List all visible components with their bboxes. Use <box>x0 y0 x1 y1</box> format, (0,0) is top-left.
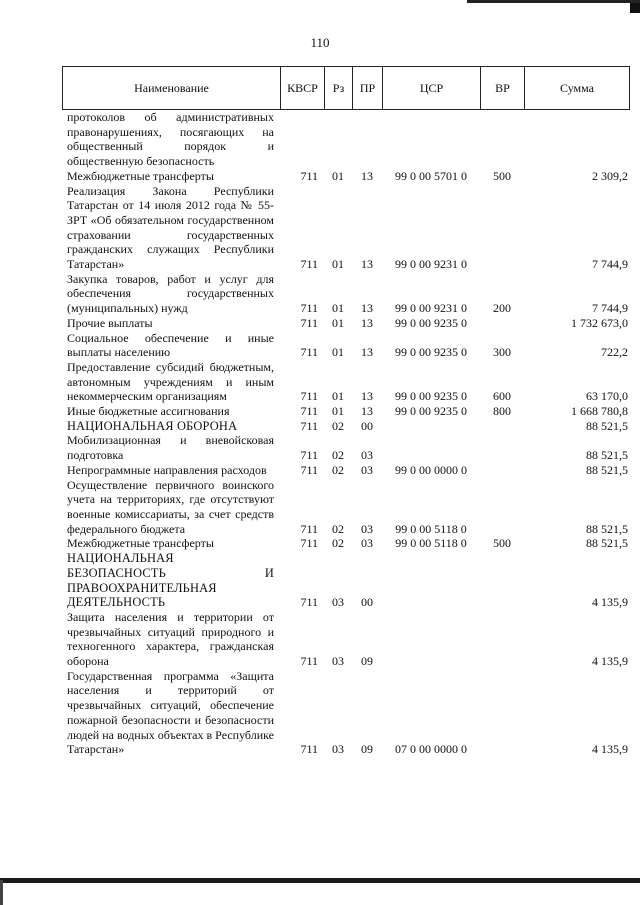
row-kvsr: 711 <box>300 345 318 360</box>
header-kvsr: КВСР <box>281 67 325 109</box>
header-rz: Рз <box>325 67 353 109</box>
budget-table <box>62 66 630 757</box>
row-pr: 00 <box>361 595 373 610</box>
row-csr: 99 0 00 9231 0 <box>395 301 467 316</box>
table-row <box>62 610 630 669</box>
table-row <box>62 551 630 610</box>
row-vr: 800 <box>493 404 511 419</box>
row-kvsr: 711 <box>300 168 318 183</box>
row-name: Межбюджетные трансферты <box>67 168 214 183</box>
row-sum: 2 309,2 <box>592 168 628 183</box>
row-csr: 99 0 00 5118 0 <box>395 536 467 551</box>
row-kvsr: 711 <box>300 389 318 404</box>
header-pr: ПР <box>353 67 383 109</box>
row-rz: 01 <box>332 257 344 272</box>
row-sum: 4 135,9 <box>592 742 628 757</box>
row-name: Государственная программа «Защита населения и территорий от чрезвычайных ситуаций, обеспечение пожарной безопасности и безопасности людей на водных объектах в Республике Татарстан» <box>67 668 274 757</box>
row-rz: 03 <box>332 595 344 610</box>
row-kvsr: 711 <box>300 521 318 536</box>
table-row <box>62 184 630 272</box>
row-vr: 500 <box>493 536 511 551</box>
row-name: Социальное обеспечение и иные выплаты населению <box>67 330 274 360</box>
row-sum: 88 521,5 <box>586 418 628 433</box>
table-row <box>62 478 630 537</box>
row-pr: 03 <box>361 521 373 536</box>
row-sum: 88 521,5 <box>586 448 628 463</box>
row-name: Осуществление первичного воинского учета на территориях, где отсутствуют военные комиссариаты, за счет средств федерального бюджета <box>67 477 274 536</box>
row-name: Реализация Закона Республики Татарстан от 14 июля 2012 года № 55-ЗРТ «Об обязательном государственном страховании государственных гражданских служащих Республики Татарстан» <box>67 183 274 272</box>
row-kvsr: 711 <box>300 595 318 610</box>
row-rz: 03 <box>332 654 344 669</box>
row-csr: 99 0 00 0000 0 <box>395 462 467 477</box>
row-kvsr: 711 <box>300 536 318 551</box>
row-csr: 99 0 00 5701 0 <box>395 168 467 183</box>
row-sum: 7 744,9 <box>592 301 628 316</box>
row-csr: 99 0 00 9235 0 <box>395 315 467 330</box>
header-name: Наименование <box>63 67 281 109</box>
row-pr: 03 <box>361 448 373 463</box>
row-name: Предоставление субсидий бюджетным, автономным учреждениям и иным некоммерческим организациям <box>67 359 274 404</box>
row-pr: 13 <box>361 168 373 183</box>
row-vr: 200 <box>493 301 511 316</box>
row-csr: 99 0 00 9235 0 <box>395 389 467 404</box>
row-name: Закупка товаров, работ и услуг для обеспечения государственных (муниципальных) нужд <box>67 271 274 316</box>
row-kvsr: 711 <box>300 301 318 316</box>
row-rz: 02 <box>332 418 344 433</box>
row-csr: 99 0 00 9231 0 <box>395 257 467 272</box>
row-kvsr: 711 <box>300 404 318 419</box>
row-name: Прочие выплаты <box>67 315 153 330</box>
scan-corner-mark <box>630 3 640 13</box>
row-name: Межбюджетные трансферты <box>67 536 214 551</box>
row-name: Мобилизационная и вневойсковая подготовка <box>67 433 274 463</box>
scan-bottom-edge <box>0 878 640 883</box>
row-kvsr: 711 <box>300 315 318 330</box>
scan-left-edge <box>0 880 3 905</box>
table-row <box>62 404 630 419</box>
row-vr: 600 <box>493 389 511 404</box>
row-rz: 01 <box>332 404 344 419</box>
row-rz: 01 <box>332 345 344 360</box>
row-name: Непрограммные направления расходов <box>67 462 267 477</box>
row-pr: 13 <box>361 315 373 330</box>
row-rz: 01 <box>332 168 344 183</box>
table-row <box>62 669 630 757</box>
row-pr: 03 <box>361 536 373 551</box>
row-csr: 99 0 00 9235 0 <box>395 345 467 360</box>
row-sum: 4 135,9 <box>592 595 628 610</box>
row-rz: 03 <box>332 742 344 757</box>
row-name: НАЦИОНАЛЬНАЯ ОБОРОНА <box>67 418 238 433</box>
row-sum: 63 170,0 <box>586 389 628 404</box>
table-row <box>62 536 630 551</box>
table-row <box>62 463 630 478</box>
row-name: протоколов об административных правонарушениях, посягающих на общественный порядок и общественную безопасность <box>67 110 274 169</box>
row-name: Иные бюджетные ассигнования <box>67 404 230 419</box>
table-row <box>62 433 630 462</box>
table-header <box>62 66 630 110</box>
row-rz: 02 <box>332 448 344 463</box>
table-row <box>62 331 630 360</box>
row-sum: 7 744,9 <box>592 257 628 272</box>
row-sum: 88 521,5 <box>586 462 628 477</box>
row-pr: 13 <box>361 389 373 404</box>
row-kvsr: 711 <box>300 462 318 477</box>
row-pr: 00 <box>361 418 373 433</box>
row-sum: 1 668 780,8 <box>571 404 628 419</box>
row-name: НАЦИОНАЛЬНАЯ БЕЗОПАСНОСТЬ И ПРАВООХРАНИТЕЛЬНАЯ ДЕЯТЕЛЬНОСТЬ <box>67 551 274 610</box>
row-rz: 02 <box>332 462 344 477</box>
page-number: 110 <box>310 35 330 50</box>
row-csr: 99 0 00 5118 0 <box>395 521 467 536</box>
row-vr: 300 <box>493 345 511 360</box>
row-kvsr: 711 <box>300 654 318 669</box>
table-row <box>62 110 630 169</box>
row-pr: 13 <box>361 257 373 272</box>
row-sum: 88 521,5 <box>586 521 628 536</box>
row-rz: 01 <box>332 315 344 330</box>
row-name: Защита населения и территории от чрезвычайных ситуаций природного и техногенного характера, гражданская оборона <box>67 609 274 669</box>
row-kvsr: 711 <box>300 448 318 463</box>
header-sum: Сумма <box>560 80 594 95</box>
row-sum: 722,2 <box>601 345 628 360</box>
table-row <box>62 419 630 434</box>
table-row <box>62 316 630 331</box>
scan-top-edge-line <box>467 0 640 3</box>
row-sum: 4 135,9 <box>592 654 628 669</box>
header-csr: ЦСР <box>383 67 481 109</box>
row-rz: 01 <box>332 301 344 316</box>
table-body <box>62 110 630 757</box>
table-row <box>62 272 630 316</box>
row-pr: 09 <box>361 742 373 757</box>
row-pr: 13 <box>361 301 373 316</box>
row-pr: 13 <box>361 345 373 360</box>
row-sum: 88 521,5 <box>586 536 628 551</box>
row-vr: 500 <box>493 168 511 183</box>
row-kvsr: 711 <box>300 418 318 433</box>
row-kvsr: 711 <box>300 257 318 272</box>
table-row <box>62 360 630 404</box>
header-vr: ВР <box>481 67 525 109</box>
row-pr: 03 <box>361 462 373 477</box>
table-row <box>62 169 630 184</box>
row-rz: 02 <box>332 536 344 551</box>
row-pr: 09 <box>361 654 373 669</box>
row-csr: 07 0 00 0000 0 <box>395 742 467 757</box>
row-csr: 99 0 00 9235 0 <box>395 404 467 419</box>
row-kvsr: 711 <box>300 742 318 757</box>
row-sum: 1 732 673,0 <box>571 315 628 330</box>
row-rz: 01 <box>332 389 344 404</box>
row-rz: 02 <box>332 521 344 536</box>
row-pr: 13 <box>361 404 373 419</box>
